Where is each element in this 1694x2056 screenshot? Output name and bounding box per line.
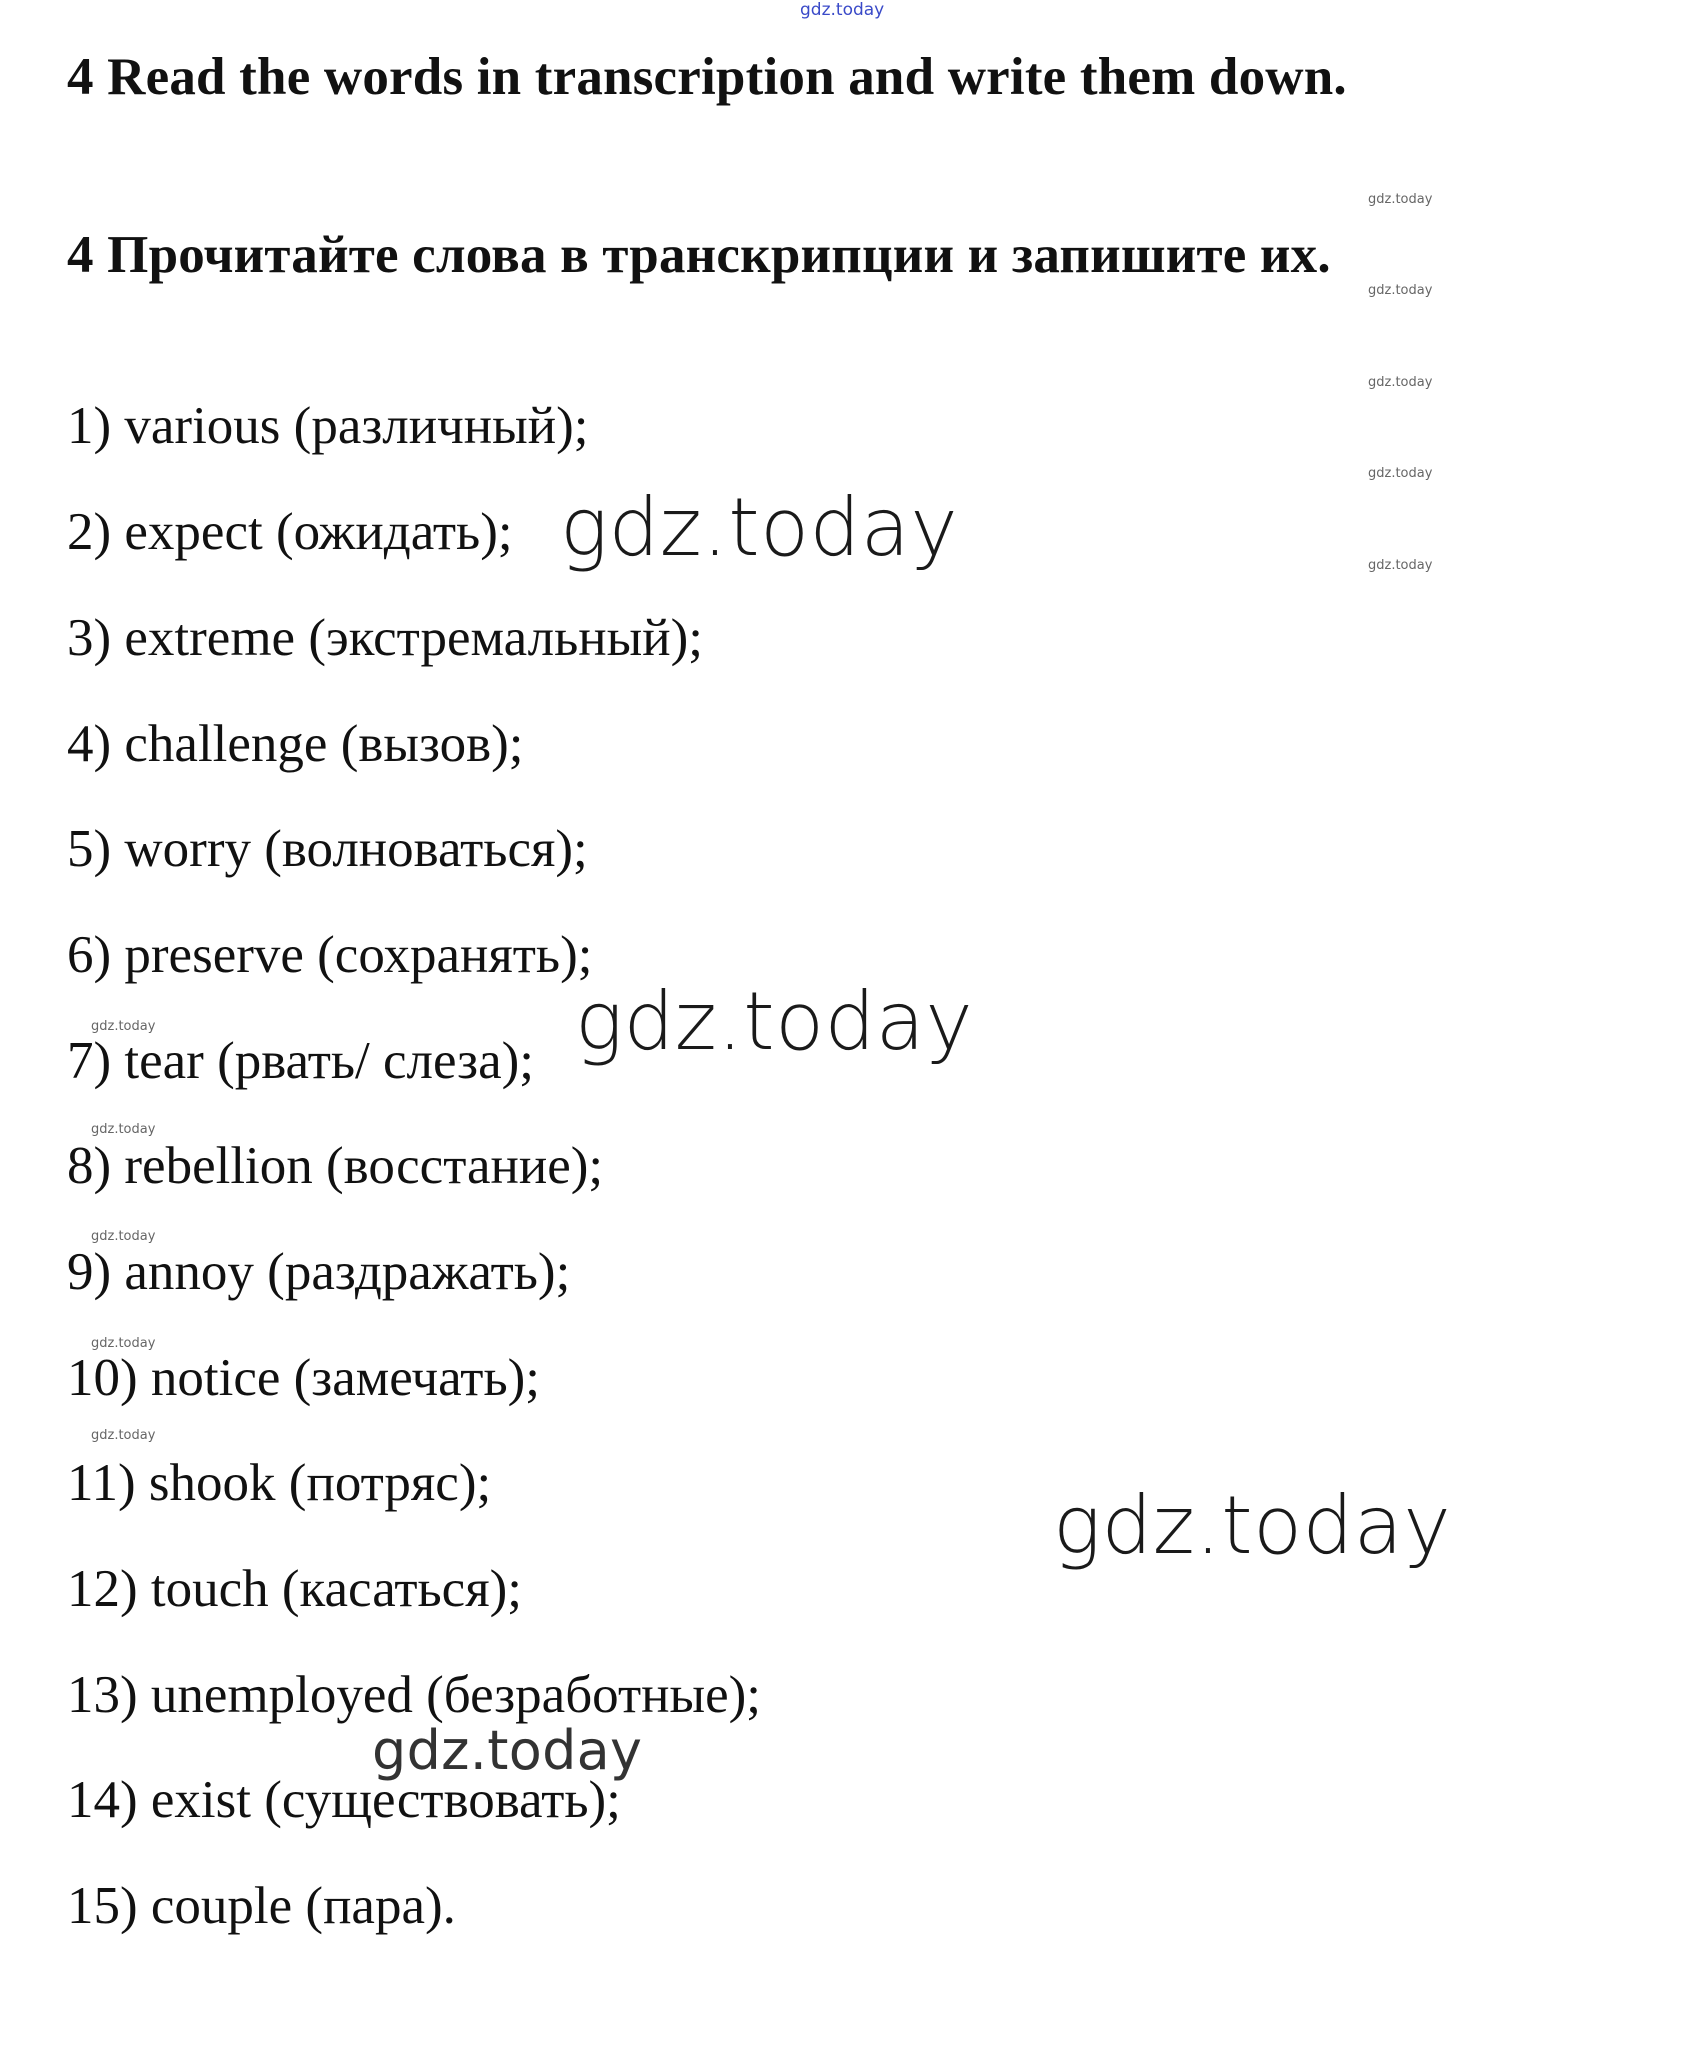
vocabulary-item: 8) rebellion (восстание); xyxy=(67,1137,604,1195)
vocabulary-item: 11) shook (потряс); xyxy=(67,1454,492,1512)
vocabulary-item: 12) touch (касаться); xyxy=(67,1560,522,1618)
exercise-title-russian: 4 Прочитайте слова в транскрипции и запишите их. xyxy=(67,226,1331,284)
vocabulary-item: 7) tear (рвать/ слеза); xyxy=(67,1032,534,1090)
vocabulary-item: 4) challenge (вызов); xyxy=(67,715,524,773)
watermark-small: gdz.today xyxy=(91,1229,156,1244)
vocabulary-item: 1) various (различный); xyxy=(67,397,589,455)
watermark-large: gdz.today xyxy=(1053,1479,1452,1572)
watermark-small: gdz.today xyxy=(1368,375,1433,390)
vocabulary-item: 15) couple (пара). xyxy=(67,1877,456,1935)
watermark-small: gdz.today xyxy=(1368,192,1433,207)
vocabulary-item: 10) notice (замечать); xyxy=(67,1349,541,1407)
watermark-large: gdz.today xyxy=(575,975,974,1068)
watermark-top: gdz.today xyxy=(800,0,885,20)
watermark-small: gdz.today xyxy=(91,1122,156,1137)
watermark-small: gdz.today xyxy=(1368,466,1433,481)
vocabulary-item: 14) exist (существовать); xyxy=(67,1771,621,1829)
watermark-small: gdz.today xyxy=(91,1428,156,1443)
vocabulary-item: 3) extreme (экстремальный); xyxy=(67,609,703,667)
watermark-small: gdz.today xyxy=(1368,558,1433,573)
watermark-small: gdz.today xyxy=(91,1336,156,1351)
vocabulary-item: 5) worry (волноваться); xyxy=(67,820,588,878)
watermark-small: gdz.today xyxy=(91,1019,156,1034)
vocabulary-item: 13) unemployed (безработные); xyxy=(67,1666,761,1724)
watermark-large: gdz.today xyxy=(560,481,959,574)
vocabulary-item: 9) annoy (раздражать); xyxy=(67,1243,571,1301)
vocabulary-item: 2) expect (ожидать); xyxy=(67,503,513,561)
watermark-medium: gdz.today xyxy=(372,1719,643,1782)
watermark-small: gdz.today xyxy=(1368,283,1433,298)
vocabulary-item: 6) preserve (сохранять); xyxy=(67,926,593,984)
exercise-title-english: 4 Read the words in transcription and write them down. xyxy=(67,48,1347,106)
